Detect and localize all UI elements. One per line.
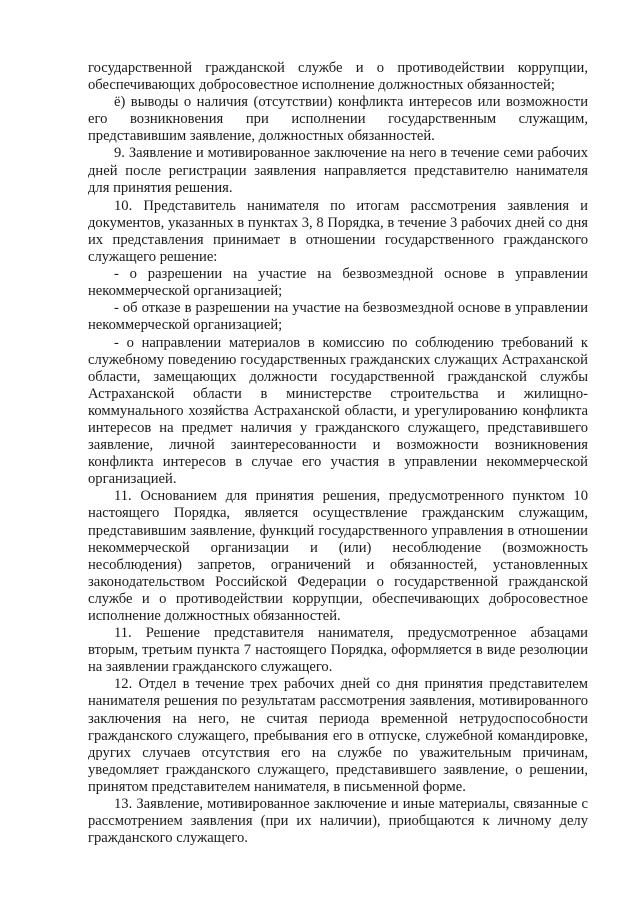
paragraph-10-option-deny: - об отказе в разрешении на участие на безвозмездной основе в управлении некоммерческой организацией; bbox=[88, 300, 588, 334]
document-body bbox=[88, 60, 588, 847]
paragraph-10-option-allow: - о разрешении на участие на безвозмездной основе в управлении некоммерческой организацией; bbox=[88, 266, 588, 300]
paragraph-13: 13. Заявление, мотивированное заключение и иные материалы, связанные с рассмотрением заявления (при их наличии), приобщаются к личному делу гражданского служащего. bbox=[88, 796, 588, 847]
paragraph-12: 12. Отдел в течение трех рабочих дней со дня принятия представителем нанимателя решения по результатам рассмотрения заявления, мотивированного заключения на него, не считая периода временной нетрудоспособности гражданского служащего, пребывания его в отпуске, служебной командировке, других случаев отсутствия его на службе по уважительным причинам, уведомляет гражданского служащего, представившего заявление, о решении, принятом представителем нанимателя, в письменной форме. bbox=[88, 676, 588, 795]
paragraph-11-decision: 11. Решение представителя нанимателя, предусмотренное абзацами вторым, третьим пункта 7 настоящего Порядка, оформляется в виде резолюции на заявлении гражданского служащего. bbox=[88, 625, 588, 676]
paragraph-item-yo: ё) выводы о наличия (отсутствии) конфликта интересов или возможности его возникновения при исполнении государственным служащим, представившим заявление, должностных обязанностей. bbox=[88, 94, 588, 145]
paragraph-continuation: государственной гражданской службе и о противодействии коррупции, обеспечивающих добросовестное исполнение должностных обязанностей; bbox=[88, 60, 588, 94]
paragraph-9: 9. Заявление и мотивированное заключение на него в течение семи рабочих дней после регистрации заявления направляется представителю нанимателя для принятия решения. bbox=[88, 145, 588, 196]
paragraph-10: 10. Представитель нанимателя по итогам рассмотрения заявления и документов, указанных в пунктах 3, 8 Порядка, в течение 3 рабочих дней со дня их представления принимает в отношении государственного гражданского служащего решение: bbox=[88, 197, 588, 266]
paragraph-10-option-commission: - о направлении материалов в комиссию по соблюдению требований к служебному поведению государственных гражданских служащих Астраханской области, замещающих должности государственной гражданской службы Астраханской области в министерстве строительства и жилищно-коммунального хозяйства Астраханской области, и урегулированию конфликта интересов на предмет наличия у гражданского служащего, представившего заявление, личной заинтересованности и возможности возникновения конфликта интересов в случае его участия в управлении некоммерческой организацией. bbox=[88, 334, 588, 488]
paragraph-11-basis: 11. Основанием для принятия решения, предусмотренного пунктом 10 настоящего Порядка, является осуществление гражданским служащим, представившим заявление, функций государственного управления в отношении некоммерческой организации и (или) несоблюдение (возможность несоблюдения) запретов, ограничений и обязанностей, установленных законодательством Российской Федерации о государственной гражданской службе и о противодействии коррупции, обеспечивающих добросовестное исполнение должностных обязанностей. bbox=[88, 488, 588, 624]
